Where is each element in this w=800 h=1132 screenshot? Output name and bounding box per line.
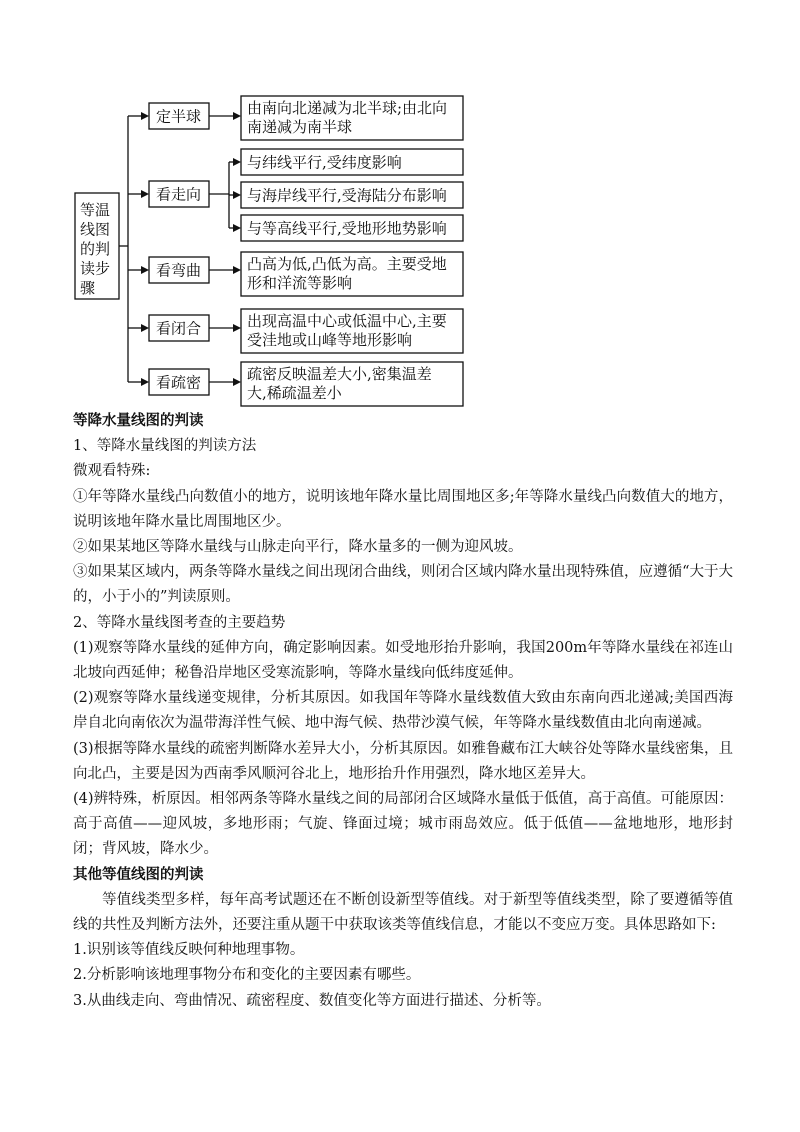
- root-label-line: 等温: [80, 201, 111, 219]
- paragraph-trend-3: (3)根据等降水量线的疏密判断降水差异大小，分析其原因。如雅鲁藏布江大峡谷处等降水量线密集，且向北凸，主要是因为西南季风顺河谷北上，地形抬升作用强烈，降水地区差异大。: [73, 740, 733, 782]
- leaf-label-3-1: 形和洋流等影响: [247, 274, 353, 292]
- leaf-arrow-4-head: [233, 324, 241, 332]
- root-label-line: 读步: [80, 259, 111, 278]
- paragraph-point-2: ②如果某地区等降水量线与山脉走向平行，降水量多的一侧为迎风坡。: [73, 539, 523, 556]
- leaf-label-1-1: 南递减为南半球: [247, 118, 353, 136]
- paragraph-trend-2: (2)观察等降水量线递变规律，分析其原因。如我国年等降水量线数值大致由东南向西北递减;美国西海岸自北向南依次为温带海洋性气候、地中海气候、热带沙漠气候，年等降水量线数值由北向南递减。: [73, 690, 733, 732]
- branch-label-1: 定半球: [156, 107, 202, 126]
- branch-label-4: 看闭合: [156, 319, 202, 338]
- branch-arrow-1-head: [141, 112, 149, 120]
- leaf-label-2-1: 与纬线平行,受纬度影响: [247, 153, 402, 172]
- paragraph-trend-4: (4)辨特殊，析原因。相邻两条等降水量线之间的局部闭合区域降水量低于低值，高于高值。可能原因：高于高值——迎风坡，多地形雨；气旋、锋面过境；城市雨岛效应。低于低值——盆地地形，地形封闭；背风坡，降水少。: [73, 791, 733, 858]
- subheading-trends: 2、等降水量线图考查的主要趋势: [73, 614, 286, 631]
- paragraph-point-1: ①年等降水量线凸向数值小的地方，说明该地年降水量比周围地区多;年等降水量线凸向数值大的地方，说明该地年降水量比周围地区少。: [73, 488, 733, 530]
- leaf-arrow-2-1-head: [233, 158, 241, 166]
- leaf-label-1-1: 由南向北递减为北半球;由北向: [247, 99, 448, 117]
- branch-arrow-4-head: [141, 324, 149, 332]
- leaf-arrow-1-head: [233, 112, 241, 120]
- section-heading-other: 其他等值线图的判读: [73, 866, 204, 883]
- subheading-method: 1、等降水量线图的判读方法: [73, 438, 257, 455]
- branch-arrow-3-head: [141, 266, 149, 274]
- branch-label-5: 看疏密: [156, 373, 202, 392]
- step-3: 3.从曲线走向、弯曲情况、疏密程度、数值变化等方面进行描述、分析等。: [73, 992, 551, 1009]
- leaf-label-4-1: 出现高温中心或低温中心,主要: [247, 312, 447, 330]
- leaf-label-5-1: 大,稀疏温差小: [247, 384, 342, 402]
- step-2: 2.分析影响该地理事物分布和变化的主要因素有哪些。: [73, 967, 421, 984]
- leaf-arrow-2-3-head: [233, 224, 241, 232]
- section-heading-precipitation: 等降水量线图的判读: [73, 413, 204, 429]
- leaf-label-2-3: 与等高线平行,受地形地势影响: [247, 219, 447, 238]
- root-label-line: 骤: [80, 279, 96, 297]
- leaf-label-3-1: 凸高为低,凸低为高。主要受地: [247, 255, 447, 273]
- leaf-arrow-3-head: [233, 266, 241, 274]
- branch-arrow-2-head: [141, 190, 149, 198]
- label-micro: 微观看特殊:: [73, 463, 151, 480]
- paragraph-intro: 等值线类型多样，每年高考试题还在不断创设新型等值线。对于新型等值线类型，除了要遵循等值线的共性及判断方法外，还要注重从题干中获取该类等值线信息，才能以不变应万变。具体思路如下:: [73, 891, 733, 934]
- leaf-arrow-5-head: [233, 378, 241, 386]
- root-label-line: 线图: [80, 220, 111, 239]
- branch-label-2: 看走向: [156, 185, 202, 204]
- branch-label-3: 看弯曲: [156, 261, 202, 280]
- step-1: 1.识别该等值线反映何种地理事物。: [73, 942, 305, 959]
- leaf-label-2-2: 与海岸线平行,受海陆分布影响: [247, 186, 447, 205]
- paragraph-point-3: ③如果某区域内，两条等降水量线之间出现闭合曲线，则闭合区域内降水量出现特殊值，应遵循“大于大的，小于小的”判读原则。: [73, 564, 733, 606]
- paragraph-trend-1: (1)观察等降水量线的延伸方向，确定影响因素。如受地形抬升影响，我国200m年等降水量线在祁连山北坡向西延伸；秘鲁沿岸地区受寒流影响，等降水量线向低纬度延伸。: [73, 639, 733, 682]
- reading-steps-flowchart: [0, 0, 800, 410]
- root-label-line: 的判: [80, 240, 111, 258]
- leaf-label-4-1: 受洼地或山峰等地形影响: [247, 331, 413, 349]
- leaf-arrow-2-2-head: [233, 191, 241, 199]
- branch-arrow-5-head: [141, 378, 149, 386]
- leaf-label-5-1: 疏密反映温差大小,密集温差: [247, 365, 432, 383]
